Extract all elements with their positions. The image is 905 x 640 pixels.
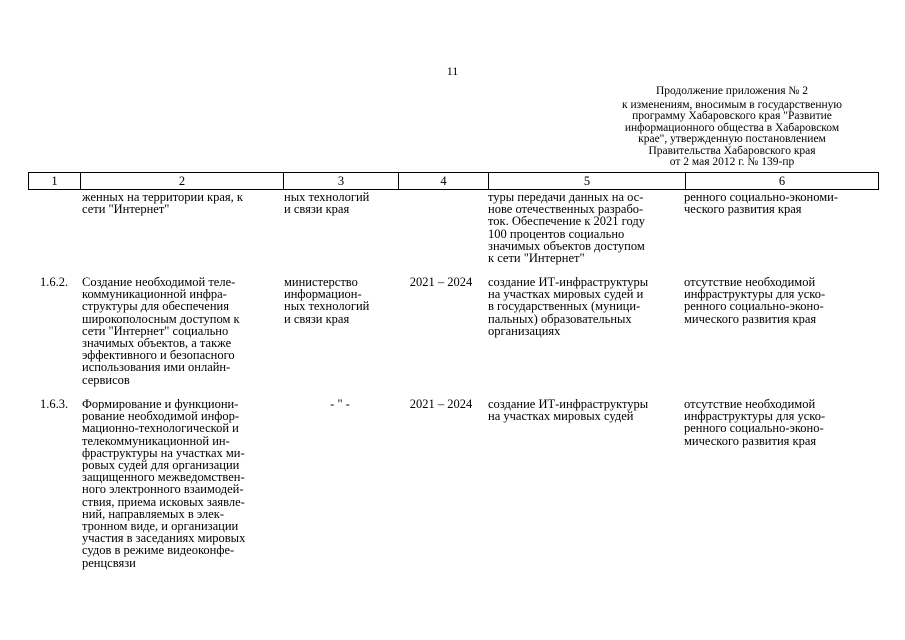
col-header-5: 5: [489, 173, 686, 190]
measure-name: женных на территории края, к сети "Интернет": [82, 190, 243, 217]
expected-result: туры передачи данных на ос- нове отечественных разрабо- ток. Обеспечение к 2021 году 100 процентов социально значимых объектов доступом к сети "Интернет": [488, 190, 645, 266]
page-number: 11: [446, 64, 459, 78]
period: 2021 – 2024: [409, 275, 473, 289]
executor: ных технологий и связи края: [284, 190, 370, 217]
appendix-subtitle: к изменениям, вносимым в государственную программу Хабаровского края "Развитие информационного общества в Хабаровском крае", утвержденную постановлением Правительства Хабаровского края от 2 мая 2012 г. № 139-пр: [622, 98, 842, 168]
measure-name: Формирование и функциони- рование необходимой инфор- мационно-технологической и телекоммуникационной ин- фраструктуры на участках ми- ровых судей для организации защищенного межведомствен- ного электронного взаимодей- ствия, приема исковых заявле- ний, направляемых в элек- тронном виде, и организации участия в заседаниях мировых судов в режиме видеоконфе- ренцсвязи: [82, 397, 246, 570]
col-header-4: 4: [399, 173, 489, 190]
consequence: отсутствие необходимой инфраструктуры для уско- ренного социально-эконо- мического развития края: [684, 397, 826, 448]
row-number: 1.6.3.: [39, 397, 69, 411]
col-header-6: 6: [686, 173, 879, 190]
consequence: ренного социально-экономи- ческого развития края: [684, 190, 839, 217]
col-header-3: 3: [284, 173, 399, 190]
executor: министерство информацион- ных технологий и связи края: [284, 275, 370, 326]
column-number-header: [28, 172, 879, 190]
row-number: 1.6.2.: [39, 275, 69, 289]
expected-result: создание ИТ-инфраструктуры на участках мировых судей и в государственных (муници- пальных) образовательных организациях: [488, 275, 649, 338]
consequence: отсутствие необходимой инфраструктуры для уско- ренного социально-эконо- мического развития края: [684, 275, 826, 326]
appendix-title: Продолжение приложения № 2: [655, 85, 809, 97]
col-header-2: 2: [81, 173, 284, 190]
period: 2021 – 2024: [409, 397, 473, 411]
expected-result: создание ИТ-инфраструктуры на участках мировых судей: [488, 397, 649, 424]
measure-name: Создание необходимой теле- коммуникационной инфра- структуры для обеспечения широкополосным доступом к сети "Интернет" социально значимых объектов, а также эффективного и безопасного использования ими онлайн- сервисов: [82, 275, 240, 387]
executor: - " -: [330, 397, 350, 411]
appendix-header: [597, 86, 867, 169]
col-header-1: 1: [29, 173, 81, 190]
